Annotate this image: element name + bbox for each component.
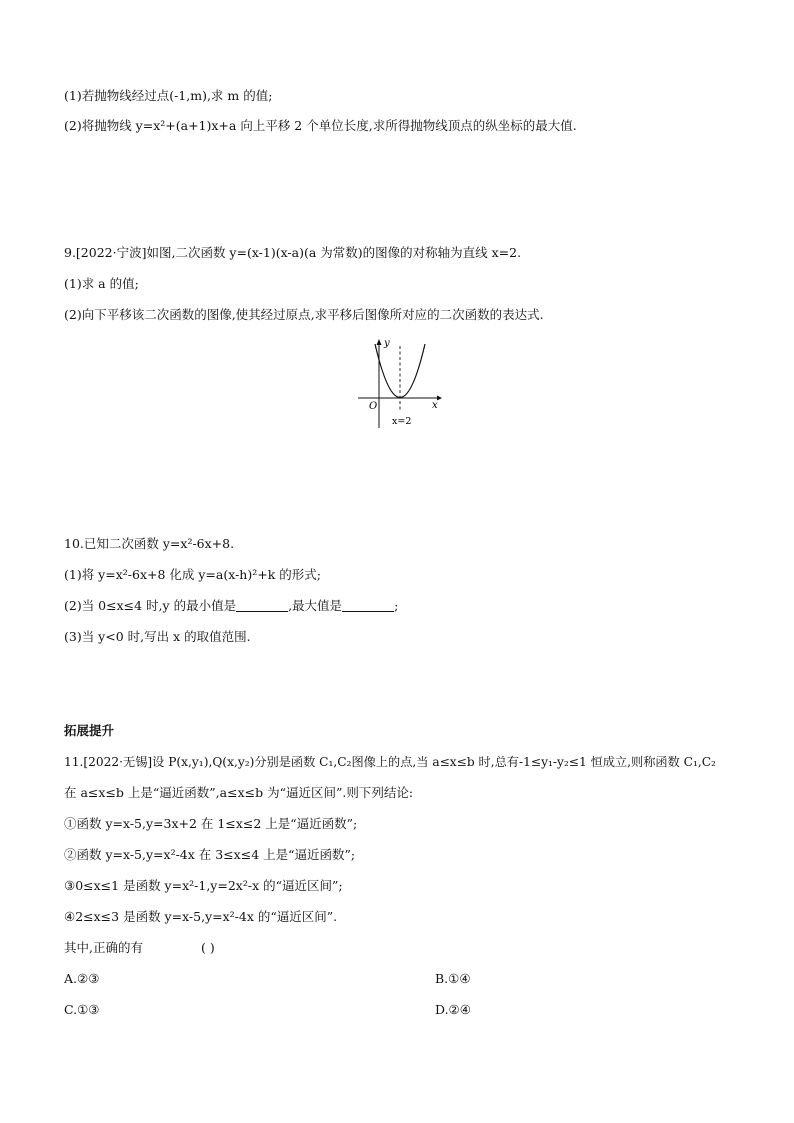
x-axis-label: x xyxy=(432,400,438,411)
option-c[interactable]: C.①③ xyxy=(64,1002,100,1017)
answer-blank-min[interactable] xyxy=(236,599,288,612)
q11-statement-2: ②函数 y=x-5,y=x²-4x 在 3≤x≤4 上是“逼近函数”; xyxy=(64,847,356,862)
q11-options-row2 xyxy=(64,1002,724,1018)
q10-part1: (1)将 y=x²-6x+8 化成 y=a(x-h)²+k 的形式; xyxy=(64,567,321,582)
q11-statement-4: ④2≤x≤3 是函数 y=x-5,y=x²-4x 的“逼近区间”. xyxy=(64,909,338,924)
y-axis-arrow xyxy=(377,339,382,345)
answer-blank-max[interactable] xyxy=(342,599,394,612)
q9-part1: (1)求 a 的值; xyxy=(64,276,139,291)
q11-stem-line1: 11.[2022·无锡]设 P(x,y₁),Q(x,y₂)分别是函数 C₁,C₂图像上的点,当 a≤x≤b 时,总有-1≤y₁-y₂≤1 恒成立,则称函数 C₁,C₂ xyxy=(64,755,716,769)
x-axis-arrow xyxy=(437,396,442,401)
answer-paren[interactable]: ( ) xyxy=(200,940,215,955)
q11-options-row1 xyxy=(64,971,724,987)
option-b[interactable]: B.①④ xyxy=(435,971,471,986)
q9-part2: (2)向下平移该二次函数的图像,使其经过原点,求平移后图像所对应的二次函数的表达式. xyxy=(64,307,544,322)
q9-stem: 9.[2022·宁波]如图,二次函数 y=(x-1)(x-a)(a 为常数)的图像的对称轴为直线 x=2. xyxy=(64,245,522,260)
q11-statement-1: ①函数 y=x-5,y=3x+2 在 1≤x≤2 上是“逼近函数”; xyxy=(64,816,358,831)
option-d[interactable]: D.②④ xyxy=(435,1002,471,1017)
parabola-figure xyxy=(355,336,450,431)
symmetry-axis-label: x=2 xyxy=(392,416,412,427)
q10-part2-text-a: (2)当 0≤x≤4 时,y 的最小值是 xyxy=(64,598,237,613)
q8-part1: (1)若抛物线经过点(-1,m),求 m 的值; xyxy=(64,88,273,103)
q11-question xyxy=(64,940,215,956)
q11-stem-line2: 在 a≤x≤b 上是“逼近函数”,a≤x≤b 为“逼近区间”.则下列结论: xyxy=(64,785,414,800)
option-a[interactable]: A.②③ xyxy=(64,971,100,986)
section-title: 拓展提升 xyxy=(64,723,115,738)
q10-part2-text-b: ,最大值是 xyxy=(288,598,343,613)
y-axis-label: y xyxy=(384,338,390,349)
origin-label: O xyxy=(369,401,378,412)
q11-question-text: 其中,正确的有 xyxy=(64,940,143,955)
q11-statement-3: ③0≤x≤1 是函数 y=x²-1,y=2x²-x 的“逼近区间”; xyxy=(64,878,343,893)
q10-part2-text-c: ; xyxy=(394,598,399,613)
q8-part2: (2)将抛物线 y=x²+(a+1)x+a 向上平移 2 个单位长度,求所得抛物线顶点的纵坐标的最大值. xyxy=(64,118,577,133)
q10-part2 xyxy=(64,598,398,614)
q10-part3: (3)当 y<0 时,写出 x 的取值范围. xyxy=(64,629,251,644)
q10-stem: 10.已知二次函数 y=x²-6x+8. xyxy=(64,536,235,551)
